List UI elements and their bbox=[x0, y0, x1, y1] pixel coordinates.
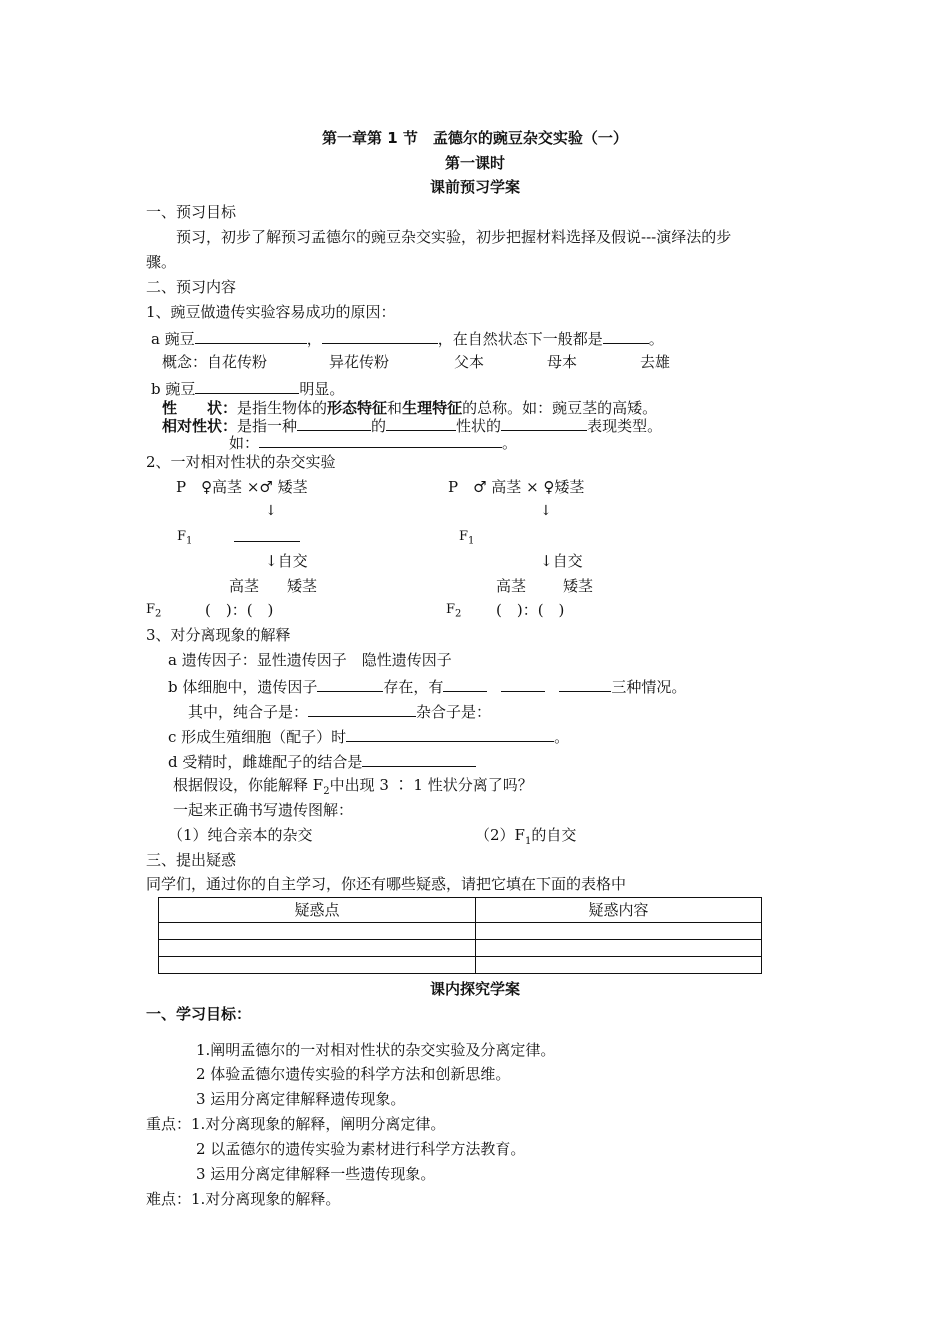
f2-label-left: $F_2$ bbox=[146, 602, 162, 620]
preview-goal-heading: 一、预习目标 bbox=[146, 203, 237, 221]
rel-example-end: 。 bbox=[502, 434, 518, 452]
blank-field[interactable] bbox=[386, 414, 456, 431]
pure-prefix: 其中，纯合子是： bbox=[188, 703, 309, 721]
question-3d bbox=[168, 750, 476, 772]
tall-label-right: 高茎 bbox=[496, 577, 527, 595]
difficult-points-label: 难点： bbox=[146, 1190, 192, 1208]
question-2: 2、一对相对性状的杂交实验 bbox=[146, 453, 336, 471]
question-3c bbox=[168, 725, 569, 747]
question-3a: a 遗传因子：显性遗传因子 隐性遗传因子 bbox=[168, 651, 452, 669]
table-row bbox=[159, 957, 762, 974]
cross-right-parents: P ♂ 高茎 × ♀矮茎 bbox=[448, 478, 585, 496]
trait-bold1: 形态特征 bbox=[327, 399, 388, 417]
blank-field[interactable] bbox=[559, 675, 611, 692]
q1a-end: 。 bbox=[648, 330, 664, 348]
blank-field[interactable] bbox=[317, 675, 383, 692]
short-label-right: 矮茎 bbox=[563, 577, 594, 595]
trait-text2: 的总称。如：豌豆茎的高矮。 bbox=[462, 399, 658, 417]
q3c-end: 。 bbox=[554, 728, 570, 746]
hypothesis-question: 根据假设，你能解释 $F_2$中出现 3 ∶ 1 性状分离了吗？ bbox=[173, 776, 533, 797]
trait-bold2: 生理特征 bbox=[402, 399, 463, 417]
table-row bbox=[159, 940, 762, 957]
rel-text4: 表现类型。 bbox=[587, 417, 663, 435]
rel-example-label: 如： bbox=[229, 434, 260, 452]
learning-goal: 2 体验孟德尔遗传实验的科学方法和创新思维。 bbox=[196, 1065, 511, 1083]
table-header-row bbox=[159, 898, 762, 923]
q1a-comma: ， bbox=[306, 330, 322, 348]
preview-content-heading: 二、预习内容 bbox=[146, 278, 237, 296]
question-3: 3、对分离现象的解释 bbox=[146, 626, 291, 644]
ratio-right: ( )：( ) bbox=[496, 601, 565, 619]
preview-goal-text-cont: 骤。 bbox=[146, 253, 177, 271]
preview-goal-text: 预习，初步了解预习孟德尔的豌豆杂交实验，初步把握材料选择及假说---演绎法的步 bbox=[176, 228, 732, 246]
blank-field[interactable] bbox=[297, 414, 371, 431]
relative-trait-label: 相对性状： bbox=[162, 417, 238, 435]
blank-field[interactable] bbox=[308, 700, 416, 717]
difficult-points bbox=[146, 1189, 340, 1209]
blank-field[interactable] bbox=[362, 750, 476, 767]
key-point: 3 运用分离定律解释一些遗传现象。 bbox=[196, 1165, 436, 1183]
concept-female-parent: 母本 bbox=[547, 353, 578, 371]
q1a-mid: ，在自然状态下一般都是 bbox=[437, 330, 603, 348]
key-point: 2 以孟德尔的遗传实验为素材进行科学方法教育。 bbox=[196, 1140, 526, 1158]
doubts-intro: 同学们，通过你的自主学习，你还有哪些疑惑，请把它填在下面的表格中 bbox=[146, 875, 627, 893]
selfing-right: ↓自交 bbox=[540, 552, 583, 570]
table-cell[interactable] bbox=[476, 940, 762, 957]
doubts-heading: 三、提出疑惑 bbox=[146, 851, 237, 869]
rel-text2: 的 bbox=[371, 417, 387, 435]
blank-field[interactable] bbox=[195, 327, 307, 344]
f1-label-left: $F_1$ bbox=[177, 529, 193, 547]
question-1: 1、豌豆做遗传实验容易成功的原因： bbox=[146, 303, 396, 321]
selfing-left: ↓自交 bbox=[265, 552, 308, 570]
key-points bbox=[146, 1114, 445, 1134]
concept-cross-pollination: 异花传粉 bbox=[329, 353, 390, 371]
column-header-doubt-point: 疑惑点 bbox=[159, 898, 476, 923]
pure-mid: 杂合子是： bbox=[416, 703, 492, 721]
column-header-doubt-content: 疑惑内容 bbox=[476, 898, 762, 923]
cross-left-parents: P ♀高茎 ×♂ 矮茎 bbox=[176, 478, 308, 496]
f1-answer-left[interactable] bbox=[234, 525, 300, 547]
question-3b bbox=[168, 675, 686, 697]
blank-field[interactable] bbox=[195, 377, 299, 394]
table-row bbox=[159, 923, 762, 940]
rel-text3: 性状的 bbox=[456, 417, 502, 435]
f1-selfing: $(2)F_1$的自交 bbox=[475, 826, 577, 847]
question-3b-pure bbox=[188, 700, 491, 722]
blank-field[interactable] bbox=[322, 327, 438, 344]
section-title-preview: 课前预习学案 bbox=[429, 178, 520, 196]
section-title-inclass: 课内探究学案 bbox=[429, 980, 520, 998]
trait-text1: 是指生物体的 bbox=[237, 399, 328, 417]
concept-self-pollination: 概念：自花传粉 bbox=[162, 353, 268, 371]
learning-goal: 1.阐明孟德尔的一对相对性状的杂交实验及分离定律。 bbox=[196, 1041, 556, 1059]
trait-and: 和 bbox=[387, 399, 403, 417]
question-1b bbox=[151, 377, 344, 399]
blank-field[interactable] bbox=[501, 414, 587, 431]
key-point: 1.对分离现象的解释，阐明分离定律。 bbox=[191, 1115, 446, 1133]
doubts-table bbox=[158, 897, 762, 974]
blank-field[interactable] bbox=[346, 725, 554, 742]
table-cell[interactable] bbox=[476, 923, 762, 940]
table-cell[interactable] bbox=[159, 923, 476, 940]
table-cell[interactable] bbox=[476, 957, 762, 974]
question-1a bbox=[151, 327, 664, 349]
q3c-text: c 形成生殖细胞（配子）时 bbox=[168, 728, 347, 746]
concept-emasculation: 去雄 bbox=[640, 353, 671, 371]
blank-field[interactable] bbox=[234, 525, 300, 542]
q3b-mid: 存在，有 bbox=[383, 678, 444, 696]
q3b-prefix: b 体细胞中，遗传因子 bbox=[168, 678, 318, 696]
blank-field[interactable] bbox=[443, 675, 487, 692]
down-arrow-icon: ↓ bbox=[265, 503, 277, 519]
q1a-prefix: a 豌豆 bbox=[151, 330, 195, 348]
q3d-text: d 受精时，雌雄配子的结合是 bbox=[168, 753, 363, 771]
key-points-label: 重点： bbox=[146, 1115, 192, 1133]
q1b-prefix: b 豌豆 bbox=[151, 380, 196, 398]
blank-field[interactable] bbox=[259, 431, 502, 448]
table-cell[interactable] bbox=[159, 957, 476, 974]
short-label-left: 矮茎 bbox=[287, 577, 318, 595]
lesson-title: 第一课时 bbox=[444, 154, 505, 172]
blank-field[interactable] bbox=[501, 675, 545, 692]
pure-parent-cross: （1）纯合亲本的杂交 bbox=[168, 826, 313, 844]
trait-label: 性 状： bbox=[162, 399, 238, 417]
down-arrow-icon: ↓ bbox=[540, 503, 552, 519]
ratio-left: ( )：( ) bbox=[205, 601, 274, 619]
f1-label-right: $F_1$ bbox=[459, 529, 475, 547]
blank-field[interactable] bbox=[603, 327, 649, 344]
learning-goal: 3 运用分离定律解释遗传现象。 bbox=[196, 1090, 406, 1108]
tall-label-left: 高茎 bbox=[229, 577, 260, 595]
relative-trait-example bbox=[229, 431, 517, 453]
concept-male-parent: 父本 bbox=[454, 353, 485, 371]
learning-goals-heading: 一、学习目标： bbox=[146, 1005, 252, 1023]
difficult-point: 1.对分离现象的解释。 bbox=[191, 1190, 341, 1208]
page-title: 第一章第 1 节 孟德尔的豌豆杂交实验（一） bbox=[322, 129, 628, 147]
table-cell[interactable] bbox=[159, 940, 476, 957]
rel-text1: 是指一种 bbox=[237, 417, 298, 435]
f2-label-right: $F_2$ bbox=[446, 602, 462, 620]
q3b-end: 三种情况。 bbox=[611, 678, 687, 696]
q1b-suffix: 明显。 bbox=[299, 380, 345, 398]
genetic-diagram-prompt: 一起来正确书写遗传图解： bbox=[173, 801, 354, 819]
